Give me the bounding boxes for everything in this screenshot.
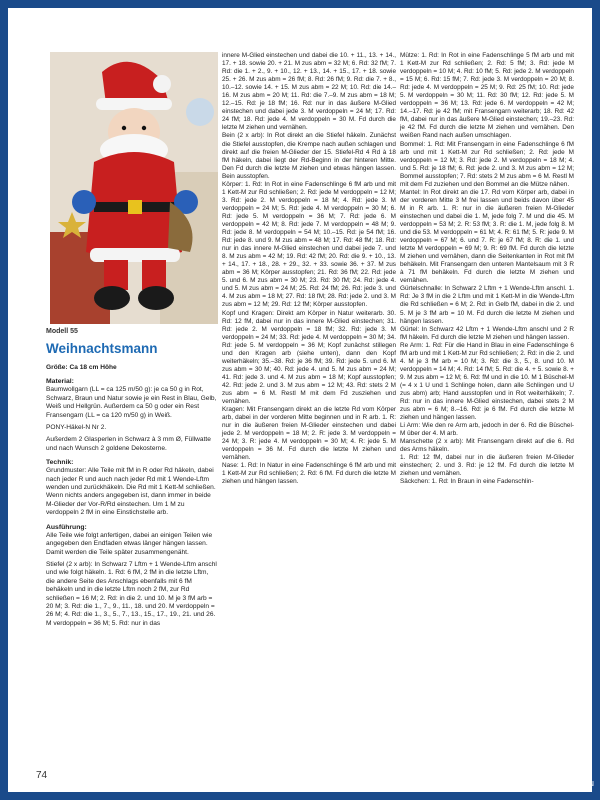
right-column — [400, 52, 574, 487]
technik-heading: Technik: — [46, 459, 74, 467]
paragraph: Kragen: Mit Fransengarn direkt an die letzte Rd vom Körper arb, dabei in der vorderen Mitte beginnen und in R arb. 1. R: nur in die äußeren freien M-Glieder einstechen und dabei jede 2. M verdoppeln = 18 M; 2. R: jede 3. M verdoppeln = 24 M; 3. R: jede 4. M verdoppeln = 30 M; 4. R: jede 5. M verdoppeln = 36 M. Fd durch die letzte M ziehen und vernähen. — [222, 406, 396, 462]
footer-watermark: PassionForum.ru — [525, 778, 594, 788]
paragraph: Mantel: In Rot direkt an die 17. Rd vom Körper arb, dabei in der vorderen Mitte 3 M frei lassen und beids davon über 45 M in R arb. 1. R: nur in die äußeren freien M-Glieder einstechen und dabei die 1. M, jede folg 7. M und die 45. M verdoppeln = 53 M; 2. R: 53 fM; 3. R: die 1. M, jede folg 8. M und die 53. M verdoppeln = 61 M; 4. R: 61 fM; 5. R: jede 9. M verdoppeln = 67 M; 6. und 7. R: je 67 fM; 8. R: die 1. und letzte M verdoppeln = 69 M; 9. R: 69 fM. Fd durch die letzte M ziehen und vernähen, dann die Seitenkanten in Rot mit fM behäkeln. Mit Fransengarn den unteren Mantelsaum mit 3 R à 71 fM behäkeln. Fd durch die letzte M ziehen und vernähen. — [400, 188, 574, 285]
middle-column — [222, 52, 396, 487]
page-number: 74 — [36, 770, 48, 781]
stiefel-text: Stiefel (2 x arb): In Schwarz 7 Lftm + 1 Wende-Lftm anschl und wie folgt häkeln. 1. Rd: 6 fM, 2 fM in die letzte Lftm, die andere Seite des Anschlags ebenfalls mit 6 fM behäkeln und in die letzte Lftm noch 2 fM, zur Rd schließen = 16 M; 2. Rd: in die 2. und 10. M je 3 fM arb = 20 M; 3. Rd: die 1., 7., 9., 11., 18. und 20. M verdoppeln = 26 M; 4. Rd: die 1., 3., 5., 7., 13., 15., 17., 19., 21. und 26. M verdoppeln = 36 M; 5. Rd: nur in das — [46, 560, 217, 627]
paragraph: 1. Rd: 12 fM, dabei nur in die äußeren freien M-Glieder einstechen; 2. und 3. Rd: je 12 fM. Fd durch die letzte M ziehen und vernähen. — [400, 454, 574, 478]
santa-photo — [50, 52, 218, 324]
left-column — [46, 326, 218, 632]
model-number: Modell 55 — [46, 328, 78, 335]
paragraph: Kopf und Kragen: Direkt am Körper in Natur weiterarb. 30. Rd: 12 fM, dabei nur in das innere M-Glied einstechen; 31. Rd: jede 2. M verdoppeln = 18 fM; 32. Rd: jede 3. M verdoppeln = 24 M; 33. Rd: jede 4. M verdoppeln = 30 M; 34. Rd: jede 5. M verdoppeln = 36 M; Kopf zunächst stillegen und den Kragen arb (siehe unten), dann den Kopf weiterhäkeln; 35.–38. Rd: je 36 fM; 39. Rd: jede 5. und 6. M zus abm = 30 M; 40. Rd: jede 4. und 5. M zus abm = 24 M; 41. Rd: jede 3. und 4. M zus abm = 18 M; Kopf ausstopfen; 42. Rd: jede 2. und 3. M zus abm = 12 M; 43. Rd: stets 2 M zus abm = 6 M. Restl M mit dem Fd zusziehen und vernähen. — [222, 309, 396, 406]
material-text: Baumwollgarn (LL = ca 125 m/50 g): je ca 50 g in Rot, Schwarz, Braun und Natur sowie je ein Rest in Blau, Gelb, Weiß und Hellgrün. Außerdem ca 50 g oder ein Rest Fransengarn (LL = ca 120 m/50 g) in Weiß. — [46, 386, 217, 419]
ausfuehrung-text: Alle Teile wie folgt anfertigen, dabei an einigen Teilen wie angegeben den Endfaden etwas länger hängen lassen. Damit werden die Teile später zusammengenäht. — [46, 531, 213, 556]
paragraph: Mütze: 1. Rd: In Rot in eine Fadenschlinge 5 fM arb und mit 1 Kett-M zur Rd schließen; 2. Rd: 5 fM; 3. Rd: jede M verdoppeln = 10 M; 4. Rd: 10 fM; 5. Rd: jede 2. M verdoppeln = 15 M; 6. Rd: 15 fM; 7. Rd: jede 3. M verdoppeln = 20 M; 8. Rd: jede 4. M verdoppeln = 25 M; 9. Rd: 25 fM; 10. Rd: jede 5. M verdoppeln = 30 M; 11. Rd: 30 fM; 12. Rd: jede 5. M verdoppeln = 36 M; 13. Rd: jede 6. M verdoppeln = 42 M; 14.–17. Rd: je 42 fM; mit Fransengarn weiterarb; 18. Rd: 42 fM, dabei nur in das äußere M-Glied einstechen; 19.–23. Rd: je 42 fM. Fd durch die letzte M ziehen und vernähen. Den weißen Rand nach außen umschlagen. — [400, 52, 574, 140]
paragraph: Gürtel: In Schwarz 42 Lftm + 1 Wende-Lftm anschl und 2 R fM häkeln. Fd durch die letzte M ziehen und hängen lassen. — [400, 325, 574, 341]
paragraph: innere M-Glied einstechen und dabei die 10. + 11., 13. + 14., 17. + 18. sowie 20. + 21. M zus abm = 32 M; 6. Rd: 32 fM; 7. Rd: die 1. + 2., 9. + 10., 12. + 13., 14. + 15., 17. + 18. sowie 25. + 26. M zus abm = 26 fM; 8. Rd: 26 fM; 9. Rd: die 7. + 8., 10.–12. sowie 14. + 15. M zus abm = 22 M; 10. Rd: die 14.–16. M zus abm = 20 M; 11. Rd: die 7.–9. M zus abm = 18 M; 12.–15. Rd: je 18 fM; 16. Rd: nur in das äußere M-Glied einstechen und dabei jede 3. M verdoppeln = 24 M; 17. Rd: 24 fM; 18. Rd: jede 4. M verdoppeln = 30 M. Fd durch die letzte M ziehen und vernähen. — [222, 52, 396, 132]
paragraph: Gürtelschnalle: In Schwarz 2 Lftm + 1 Wende-Lftm anschl. 1. Rd: Je 3 fM in die 2 Lftm und mit 1 Kett-M in die Wende-Lftm die Rd schließen = 6 M; 2. Rd: in Gelb fM, dabei in die 2. und 5. M je 3 fM arb = 10 M. Fd durch die letzte M ziehen und hängen lassen. — [400, 285, 574, 325]
paragraph: Re Arm: 1. Rd: Für die Hand in Blau in eine Fadenschlinge 6 fM arb und mit 1 Kett-M zur Rd schließen; 2. Rd: in die 2. und 4. M je 3 fM arb = 10 M; 3. Rd: die 3., 5., 8. und 10. M verdoppeln = 14 M; 4. Rd: 14 fM; 5. Rd: die 4. + 5. sowie 8. + 9. M zus abm = 12 M; 6. Rd: fM und in die 10. M 1 Büschel-M (= 4 x 1 U und 1 Schlinge holen, dann alle Schlingen und U zus abm) arb; Hand ausstopfen und in Rot weiterhäkeln; 7. Rd: nur in das innere M-Glied einstechen, dabei stets 2 M zus abm = 6 M; 8.–16. Rd: je 6 fM. Fd durch die letzte M ziehen und hängen lassen. — [400, 341, 574, 422]
paragraph: Säckchen: 1. Rd: In Braun in eine Fadenschlin- — [400, 478, 534, 486]
paragraph: Nase: 1. Rd: In Natur in eine Fadenschlinge 6 fM arb und mit 1 Kett-M zur Rd schließen; 2. Rd: 6 fM. Fd durch die letzte M ziehen und hängen lassen. — [222, 462, 396, 486]
paragraph: Li Arm: Wie den re Arm arb, jedoch in der 6. Rd die Büschel-M über der 4. M arb. — [400, 422, 574, 438]
page-title: Weihnachtsmann — [46, 341, 158, 356]
magazine-page — [8, 8, 592, 792]
paragraph: Manschette (2 x arb): Mit Fransengarn direkt auf die 6. Rd des Arms häkeln. — [400, 438, 574, 454]
size-line: Größe: Ca 18 cm Höhe — [46, 364, 117, 371]
paragraph: Bommel: 1. Rd: Mit Fransengarn in eine Fadenschlinge 6 fM arb und mit 1 Kett-M zur Rd schließen; 2. Rd: jede M verdoppeln = 12 M; 3. Rd: jede 2. M verdoppeln = 18 M; 4. und 5. Rd: je 18 fM; 6. Rd: jede 2. und 3. M zus abm = 12 M; Bommel ausstopfen; 7. Rd: stets 2 M zus abm = 6 M. Restl M mit dem Fd zuziehen und den Bommel an die Mütze nähen. — [400, 140, 574, 188]
material-extra: Außerdem 2 Glasperlen in Schwarz à 3 mm Ø, Füllwatte und nach Wunsch 2 goldene Dekosterne. — [46, 436, 211, 452]
material-needle: PONY-Häkel-N Nr 2. — [46, 424, 107, 432]
material-heading: Material: — [46, 378, 74, 386]
paragraph: Körper: 1. Rd: In Rot in eine Fadenschlinge 6 fM arb und mit 1 Kett-M zur Rd schließen; 2. Rd: jede M verdoppeln = 12 M; 3. Rd: jede 2. M verdoppeln = 18 M; 4. Rd: jede 3. M verdoppeln = 24 M; 5. Rd: jede 4. M verdoppeln = 30 M; 6. Rd: jede 5. M verdoppeln = 36 M; 7. Rd: jede 6. M verdoppeln = 42 M; 8. Rd: jede 7. M verdoppeln = 48 M; 9. Rd: jede 8. M verdoppeln = 54 M; 10.–15. Rd: je 54 fM; 16. Rd: jede 8. und 9. M zus abm = 48 M; 17. Rd: 48 fM; 18. Rd: nur in das innere M-Glied einstechen und dabei jede 7. und 8. M zus abm = 42 M; 19. Rd: 42 fM; 20. Rd: die 9. + 10., 13. + 14., 17. + 18., 28. + 29., 32. + 33. sowie 36. + 37. M zus abm = 36 M; Körper ausstopfen; 21. Rd: 36 fM; 22. Rd: jede 5. und 6. M zus abm = 30 M; 23. Rd: 30 fM; 24. Rd: jede 4. und 5. M zus abm = 24 M; 25. Rd: 24 fM; 26. Rd: jede 3. und 4. M zus abm = 18 M; 27. Rd: 18 fM; 28. Rd: jede 2. und 3. M zus abm = 12 M; 29. Rd: 12 fM; Körper ausstopfen. — [222, 180, 396, 309]
ausfuehrung-heading: Ausführung: — [46, 523, 87, 531]
technik-text: Grundmuster: Alle Teile mit fM in R oder Rd häkeln, dabei nach jeder R und auch nach jeder Rd mit 1 Wende-Lftm wenden und zurückhäkeln. Die Rd mit 1 Kett-M schließen. Wenn nichts anders angegeben ist, dann immer in beide M-Glieder der Vor-R/Rd einstechen. Um 1 M zu verdoppeln 2 fM in eine Einstichstelle arb. — [46, 467, 216, 517]
paragraph: Bein (2 x arb): In Rot direkt an die Stiefel häkeln. Zunächst die Stiefel ausstopfen, die Krempe nach außen schlagen und direkt auf die freien M-Glieder der 15. Stiefel-Rd 4 Rd à 18 fM häkeln, dabei liegt der Rd-Beginn in der hinteren Mitte. Den Fd durch die letzte M ziehen und etwas hängen lassen. Bein ausstopfen. — [222, 132, 396, 180]
